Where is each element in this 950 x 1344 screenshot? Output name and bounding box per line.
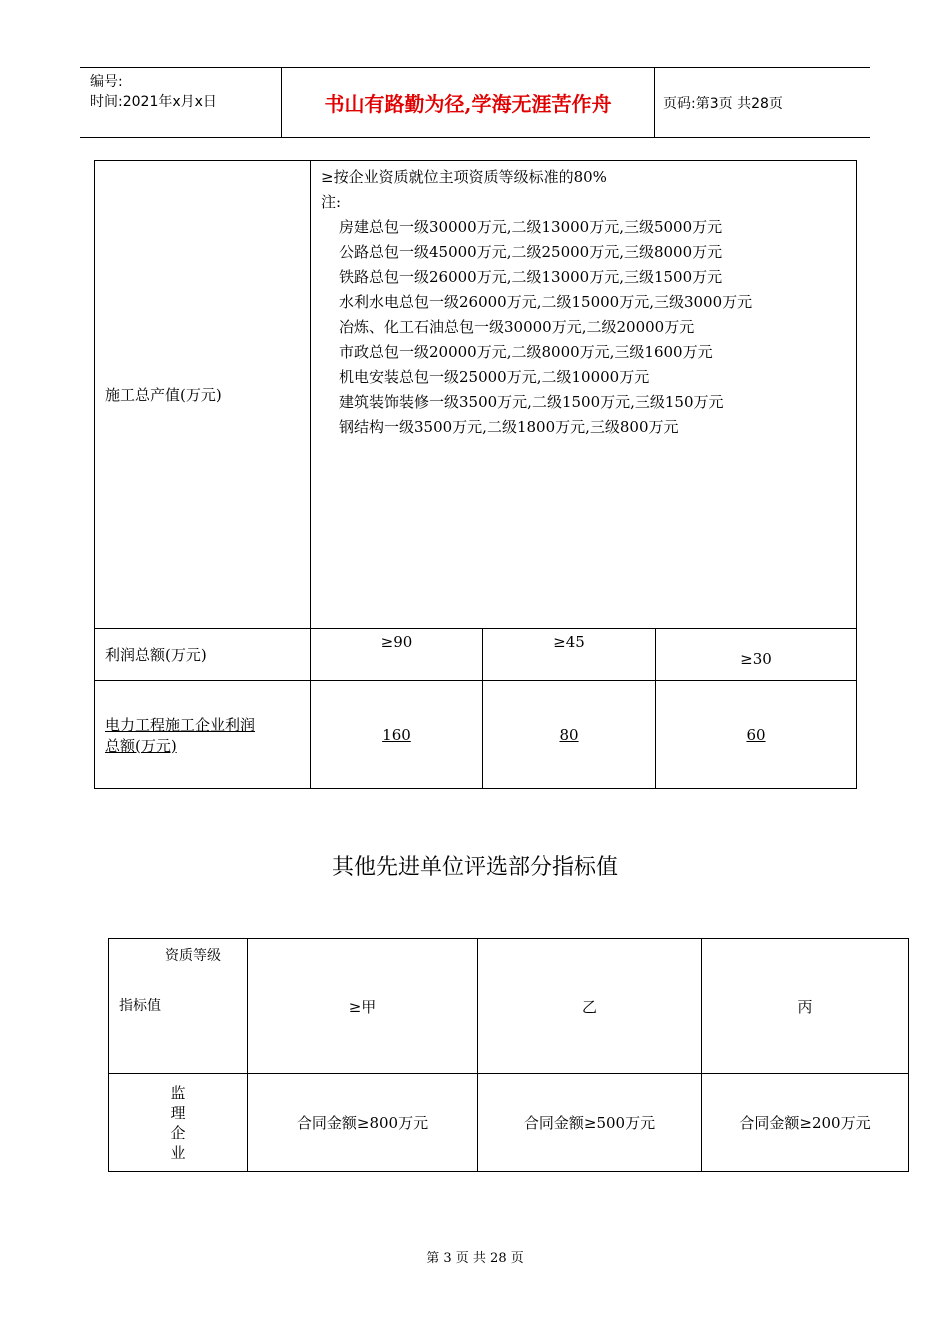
- table-cell: 合同金额≥500万元: [478, 1074, 702, 1172]
- note-line: 注:: [321, 193, 342, 211]
- note-line: 市政总包一级20000万元,二级8000万元,三级1600万元: [339, 343, 713, 361]
- header-page-label: 页码:第3页 共28页: [663, 95, 783, 112]
- note-line: 水利水电总包一级26000万元,二级15000万元,三级3000万元: [339, 293, 753, 311]
- table-cell: ≥45: [483, 629, 656, 681]
- label-char: 理: [170, 1103, 186, 1122]
- table-row: [109, 1074, 909, 1172]
- grade-header: 乙: [478, 939, 702, 1074]
- header-motto: 书山有路勤为径,学海无涯苦作舟: [324, 92, 612, 116]
- date-label: 时间:2021年x月x日: [90, 94, 217, 110]
- note-line: 房建总包一级30000万元,二级13000万元,三级5000万元: [339, 218, 723, 236]
- table-cell: [656, 681, 857, 789]
- label-line: 总额(万元): [105, 736, 177, 755]
- label-char: 业: [170, 1143, 186, 1162]
- row-label-supervision: [109, 1074, 248, 1172]
- note-line: 机电安装总包一级25000万元,二级10000万元: [339, 368, 650, 386]
- corner-top-label: 资质等级: [165, 948, 221, 964]
- table-cell: [311, 681, 483, 789]
- note-line: 冶炼、化工石油总包一级30000万元,二级20000万元: [339, 318, 695, 336]
- row-label-profit: 利润总额(万元): [95, 629, 311, 681]
- row-label-power-profit: [95, 681, 311, 789]
- table-cell: 合同金额≥800万元: [248, 1074, 478, 1172]
- table-row: [109, 939, 909, 1074]
- row-label-output: 施工总产值(万元): [95, 161, 311, 629]
- note-line: ≥按企业资质就位主项资质等级标准的80%: [321, 168, 607, 186]
- cell-value: 80: [559, 725, 579, 744]
- table-row: [95, 629, 857, 681]
- indicator-table: [94, 160, 857, 789]
- header-divider: [654, 68, 655, 137]
- corner-header-cell: [109, 939, 248, 1074]
- note-line: 公路总包一级45000万元,二级25000万元,三级8000万元: [339, 243, 723, 261]
- note-line: 钢结构一级3500万元,二级1800万元,三级800万元: [339, 418, 679, 436]
- label-line: 电力工程施工企业利润: [105, 715, 256, 734]
- header-meta: [80, 68, 280, 137]
- note-line: 建筑装饰装修一级3500万元,二级1500万元,三级150万元: [339, 393, 724, 411]
- output-notes: [311, 161, 857, 629]
- grade-header: ≥甲: [248, 939, 478, 1074]
- grade-header: 丙: [702, 939, 909, 1074]
- label-char: 企: [170, 1123, 186, 1142]
- table-cell: [483, 681, 656, 789]
- cell-value: 160: [382, 725, 411, 744]
- table-cell: ≥30: [656, 629, 857, 681]
- other-units-table: [108, 938, 909, 1172]
- page-header: [80, 67, 870, 138]
- doc-number-label: 编号:: [90, 74, 123, 90]
- section-title: 其他先进单位评选部分指标值: [331, 855, 618, 880]
- corner-bottom-label: 指标值: [119, 998, 161, 1014]
- page-footer: 第 3 页 共 28 页: [426, 1251, 524, 1266]
- table-cell: 合同金额≥200万元: [702, 1074, 909, 1172]
- label-char: 监: [170, 1083, 186, 1102]
- table-cell: ≥90: [311, 629, 483, 681]
- note-line: 铁路总包一级26000万元,二级13000万元,三级1500万元: [339, 268, 723, 286]
- table-row: [95, 161, 857, 629]
- cell-value: 60: [746, 725, 766, 744]
- table-row: [95, 681, 857, 789]
